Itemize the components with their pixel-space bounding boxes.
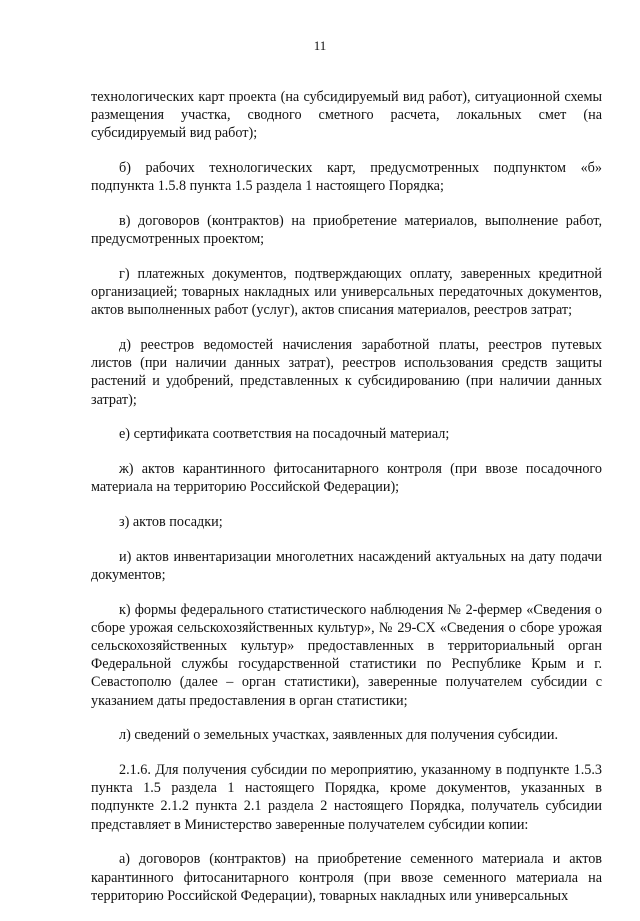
paragraph-item-e: е) сертификата соответствия на посадочный материал;: [119, 426, 450, 443]
paragraph-item-k: к) формы федерального статистического наблюдения № 2-фермер «Сведения о сборе урожая сельскохозяйственных культур», № 29-СХ «Сведения о сборе урожая сельскохозяйственных культур» предоставленных в территориальный орган Федеральной службы государственной статистики по Республике Крым и г. Севастополю (далее – орган статистики), заверенные получателем субсидии с указанием даты предоставления в орган статистики;: [91, 601, 602, 709]
paragraph-item-i: и) актов инвентаризации многолетних насаждений актуальных на дату подачи документов;: [91, 548, 602, 583]
paragraph-item-b: б) рабочих технологических карт, предусмотренных подпунктом «б» подпункта 1.5.8 пункта 1.5 раздела 1 настоящего Порядка;: [91, 160, 602, 195]
paragraph-section-2-1-6: 2.1.6. Для получения субсидии по мероприятию, указанному в подпункте 1.5.3 пункта 1.5 раздела 1 настоящего Порядка, кроме документов, указанных в подпункте 2.1.2 пункта 2.1 раздела 2 настоящего Порядка, получатель субсидии представляет в Министерство заверенные получателем субсидии копии:: [91, 761, 602, 833]
paragraph-item-a: а) договоров (контрактов) на приобретение семенного материала и актов карантинного фитосанитарного контроля (при ввозе семенного материала на территорию Российской Федерации), товарных накладных или универсальных: [91, 851, 602, 904]
paragraph-item-zh: ж) актов карантинного фитосанитарного контроля (при ввозе посадочного материала на территорию Российской Федерации);: [91, 461, 602, 496]
paragraph-item-z: з) актов посадки;: [119, 513, 223, 530]
paragraph-item-d: д) реестров ведомостей начисления заработной платы, реестров путевых листов (при наличии данных затрат), реестров использования средств защиты растений и удобрений, представленных к субсидированию (при наличии данных затрат);: [91, 337, 602, 408]
document-body: [91, 88, 602, 921]
paragraph-item-l: л) сведений о земельных участках, заявленных для получения субсидии.: [119, 727, 559, 744]
paragraph-continuation: технологических карт проекта (на субсидируемый вид работ), ситуационной схемы размещения участка, сводного сметного расчета, локальных смет (на субсидируемый вид работ);: [91, 89, 602, 142]
paragraph-item-v: в) договоров (контрактов) на приобретение материалов, выполнение работ, предусмотренных проектом;: [91, 213, 602, 248]
page-number: 11: [313, 38, 327, 53]
paragraph-item-g: г) платежных документов, подтверждающих оплату, заверенных кредитной организацией; товарных накладных или универсальных передаточных документов, актов выполненных работ (услуг), актов списания материалов, реестров затрат;: [91, 265, 602, 319]
